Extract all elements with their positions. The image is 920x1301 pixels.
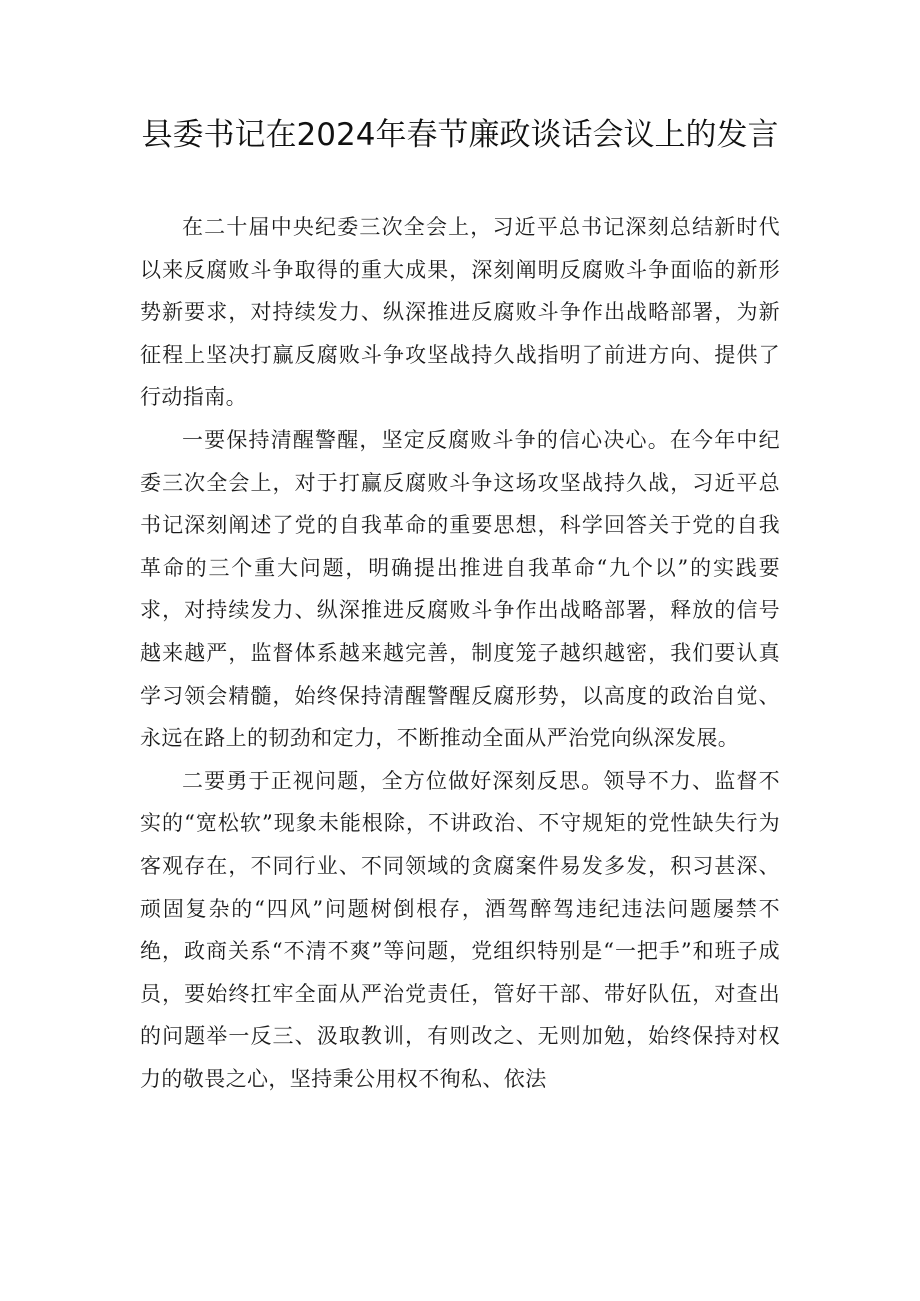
document-title: 县委书记在2024年春节廉政谈话会议上的发言 [141, 117, 779, 153]
paragraph-point-one: 一要保持清醒警醒，坚定反腐败斗争的信心决心。在今年中纪委三次全会上，对于打赢反腐败斗争这场攻坚战持久战，习近平总书记深刻阐述了党的自我革命的重要思想，科学回答关于党的自我革命的三个重大问题，明确提出推进自我革命“九个以”的实践要求，对持续发力、纵深推进反腐败斗争作出战略部署，释放的信号越来越严，监督体系越来越完善，制度笼子越织越密，我们要认真学习领会精髓，始终保持清醒警醒反腐形势，以高度的政治自觉、永远在路上的韧劲和定力，不断推动全面从严治党向纵深发展。 [140, 427, 780, 751]
paragraph-point-two: 二要勇于正视问题，全方位做好深刻反思。领导不力、监督不实的“宽松软”现象未能根除，不讲政治、不守规矩的党性缺失行为客观存在，不同行业、不同领域的贪腐案件易发多发，积习甚深、顽固复杂的“四风”问题树倒根存，酒驾醉驾违纪违法问题屡禁不绝，政商关系“不清不爽”等问题，党组织特别是“一把手”和班子成员，要始终扛牢全面从严治党责任，管好干部、带好队伍，对查出的问题举一反三、汲取教训，有则改之、无则加勉，始终保持对权力的敬畏之心，坚持秉公用权不徇私、依法 [140, 768, 780, 1091]
document-body [140, 206, 780, 1100]
paragraph-intro: 在二十届中央纪委三次全会上，习近平总书记深刻总结新时代以来反腐败斗争取得的重大成果，深刻阐明反腐败斗争面临的新形势新要求，对持续发力、纵深推进反腐败斗争作出战略部署，为新征程上坚决打赢反腐败斗争攻坚战持久战指明了前进方向、提供了行动指南。 [140, 215, 780, 410]
